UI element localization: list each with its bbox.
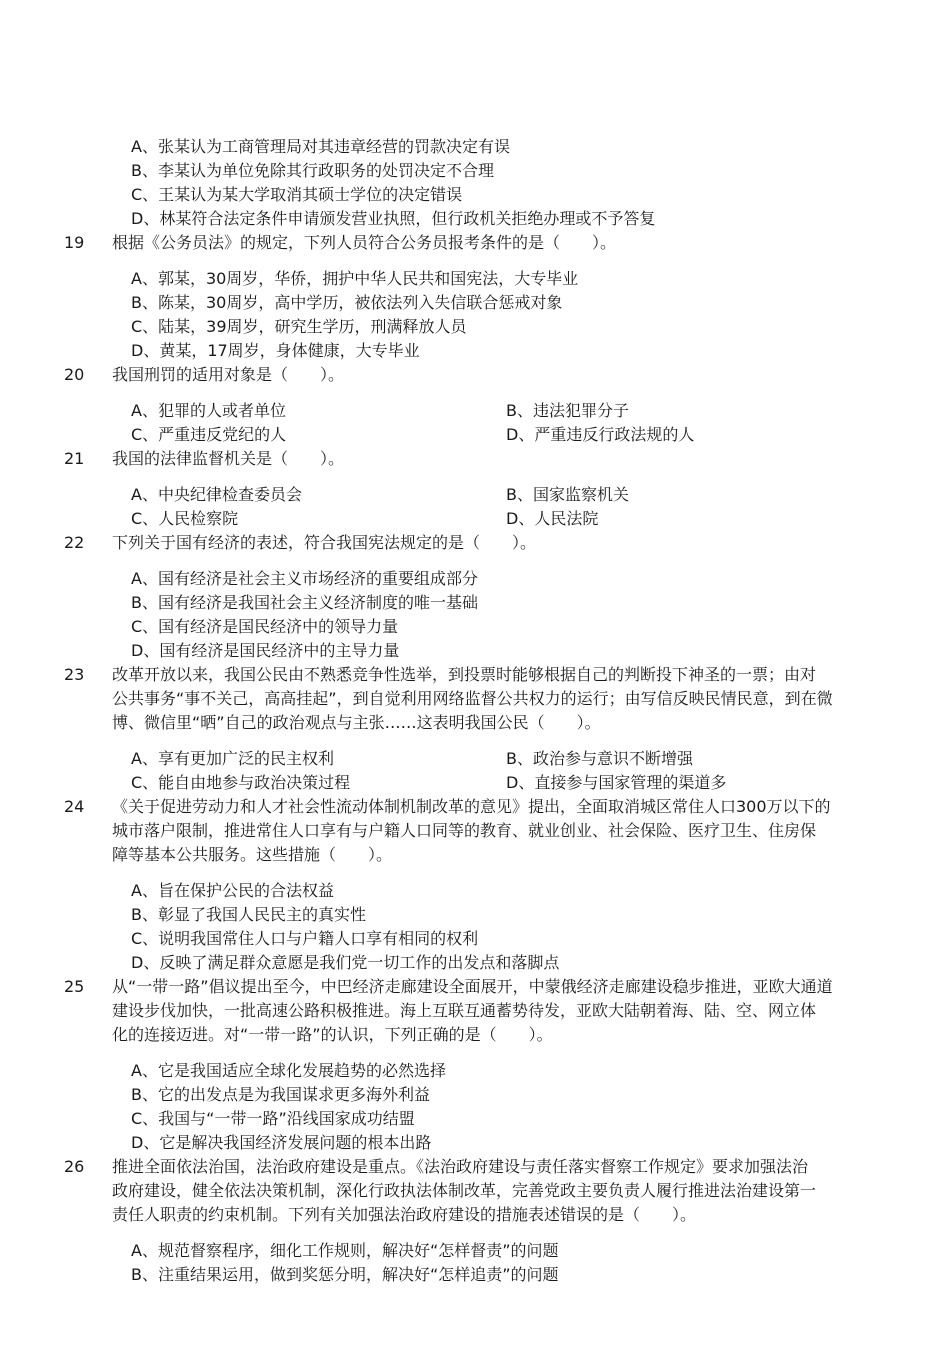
question-stem: 障等基本公共服务。这些措施（ ）。 <box>112 845 393 864</box>
question-stem: 我国的法律监督机关是（ ）。 <box>112 449 345 468</box>
question-number: 19 <box>64 233 85 252</box>
option-d: D、反映了满足群众意愿是我们党一切工作的出发点和落脚点 <box>131 953 560 972</box>
option-b: B、国家监察机关 <box>506 485 629 504</box>
question-stem: 政府建设，健全依法决策机制，深化行政执法体制改革，完善党政主要负责人履行推进法治建设第一 <box>112 1181 817 1200</box>
question-stem: 下列关于国有经济的表述，符合我国宪法规定的是（ ）。 <box>112 533 537 552</box>
question-stem: 推进全面依法治国，法治政府建设是重点。《法治政府建设与责任落实督察工作规定》要求加强法治 <box>112 1157 809 1176</box>
option-b: B、政治参与意识不断增强 <box>506 749 693 768</box>
question-number: 21 <box>64 449 85 468</box>
question-stem: 建设步伐加快，一批高速公路积极推进。海上互联互通蓄势待发，亚欧大陆朝着海、陆、空、网立体 <box>112 1001 817 1020</box>
option-d: D、它是解决我国经济发展问题的根本出路 <box>131 1133 432 1152</box>
option-b: B、彰显了我国人民民主的真实性 <box>131 905 366 924</box>
option-c: C、人民检察院 <box>131 509 239 528</box>
option-a: A、犯罪的人或者单位 <box>131 401 286 420</box>
option-b: B、它的出发点是为我国谋求更多海外利益 <box>131 1085 430 1104</box>
prev-option-b: B、李某认为单位免除其行政职务的处罚决定不合理 <box>131 161 494 180</box>
question-stem: 博、微信里“晒”自己的政治观点与主张……这表明我国公民（ ）。 <box>112 713 601 732</box>
option-a: A、国有经济是社会主义市场经济的重要组成部分 <box>131 569 478 588</box>
option-a: A、中央纪律检查委员会 <box>131 485 302 504</box>
question-stem: 城市落户限制，推进常住人口享有与户籍人口同等的教育、就业创业、社会保险、医疗卫生、住房保 <box>112 821 817 840</box>
option-c: C、严重违反党纪的人 <box>131 425 287 444</box>
option-d: D、黄某，17周岁，身体健康，大专毕业 <box>131 341 420 360</box>
option-d: D、国有经济是国民经济中的主导力量 <box>131 641 400 660</box>
option-a: A、它是我国适应全球化发展趋势的必然选择 <box>131 1061 446 1080</box>
option-a: A、规范督察程序，细化工作规则，解决好“怎样督责”的问题 <box>131 1241 559 1260</box>
question-number: 20 <box>64 365 85 384</box>
option-b: B、违法犯罪分子 <box>506 401 629 420</box>
question-stem: 根据《公务员法》的规定，下列人员符合公务员报考条件的是（ ）。 <box>112 233 617 252</box>
option-c: C、陆某，39周岁，研究生学历，刑满释放人员 <box>131 317 467 336</box>
option-b: B、陈某，30周岁，高中学历，被依法列入失信联合惩戒对象 <box>131 293 563 312</box>
question-number: 22 <box>64 533 85 552</box>
question-number: 23 <box>64 665 85 684</box>
question-stem: 公共事务“事不关己，高高挂起”，到自觉利用网络监督公共权力的运行；由写信反映民情民意，到在微 <box>112 689 833 708</box>
prev-option-c: C、王某认为某大学取消其硕士学位的决定错误 <box>131 185 463 204</box>
question-stem: 从“一带一路”倡议提出至今，中巴经济走廊建设全面展开，中蒙俄经济走廊建设稳步推进，亚欧大通道 <box>112 977 833 996</box>
option-c: C、说明我国常住人口与户籍人口享有相同的权利 <box>131 929 479 948</box>
option-c: C、能自由地参与政治决策过程 <box>131 773 351 792</box>
option-b: B、注重结果运用，做到奖惩分明，解决好“怎样追责”的问题 <box>131 1265 559 1284</box>
option-d: D、人民法院 <box>506 509 599 528</box>
option-a: A、郭某，30周岁，华侨，拥护中华人民共和国宪法，大专毕业 <box>131 269 579 288</box>
question-stem: 化的连接迈进。对“一带一路”的认识，下列正确的是（ ）。 <box>112 1025 553 1044</box>
question-stem: 我国刑罚的适用对象是（ ）。 <box>112 365 345 384</box>
question-stem: 《关于促进劳动力和人才社会性流动体制机制改革的意见》提出，全面取消城区常住人口300万以下的 <box>112 797 831 816</box>
question-number: 26 <box>64 1157 85 1176</box>
option-d: D、严重违反行政法规的人 <box>506 425 695 444</box>
prev-option-d: D、林某符合法定条件申请颁发营业执照，但行政机关拒绝办理或不予答复 <box>131 209 656 228</box>
option-a: A、旨在保护公民的合法权益 <box>131 881 334 900</box>
question-number: 24 <box>64 797 85 816</box>
option-d: D、直接参与国家管理的渠道多 <box>506 773 727 792</box>
question-stem: 改革开放以来，我国公民由不熟悉竞争性选举，到投票时能够根据自己的判断投下神圣的一票；由对 <box>112 665 817 684</box>
prev-option-a: A、张某认为工商管理局对其违章经营的罚款决定有误 <box>131 137 510 156</box>
option-c: C、国有经济是国民经济中的领导力量 <box>131 617 399 636</box>
option-b: B、国有经济是我国社会主义经济制度的唯一基础 <box>131 593 478 612</box>
option-a: A、享有更加广泛的民主权利 <box>131 749 334 768</box>
option-c: C、我国与“一带一路”沿线国家成功结盟 <box>131 1109 415 1128</box>
question-number: 25 <box>64 977 85 996</box>
question-stem: 责任人职责的约束机制。下列有关加强法治政府建设的措施表述错误的是（ ）。 <box>112 1205 697 1224</box>
